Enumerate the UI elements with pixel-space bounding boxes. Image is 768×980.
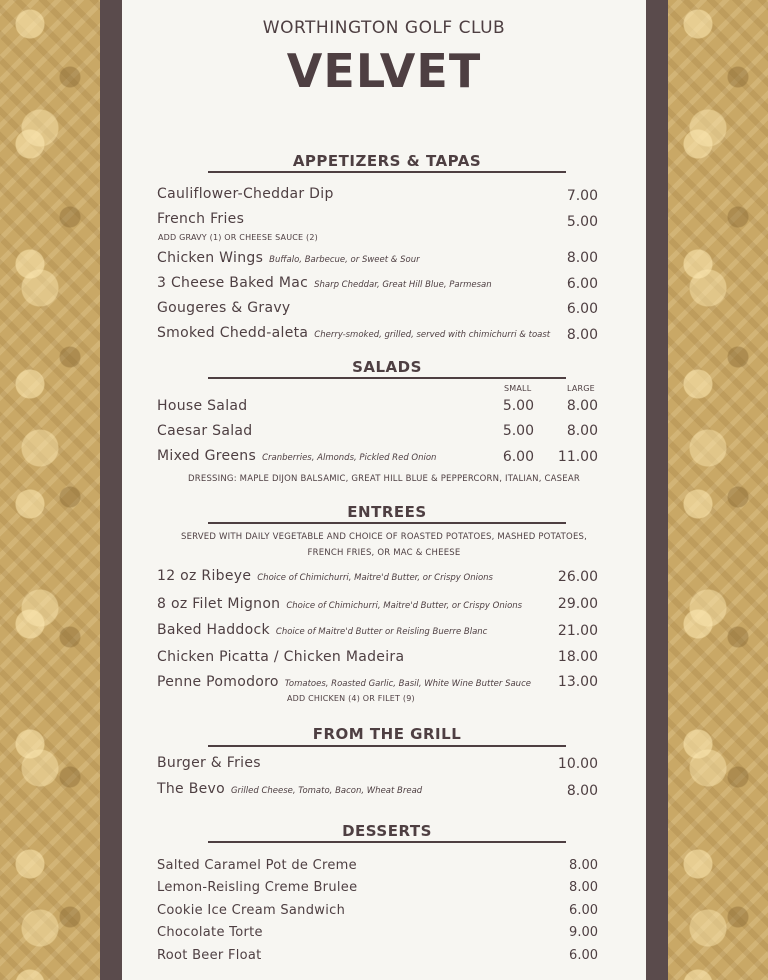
section-title-desserts: DESSERTS [342, 822, 432, 840]
section-title-grill: FROM THE GRILL [312, 725, 462, 743]
item-price: 8.00 [566, 783, 598, 799]
menu-item [157, 448, 436, 464]
item-name: The Bevo [157, 781, 225, 797]
entree-note-line2: FRENCH FRIES, OR MAC & CHEESE [307, 548, 461, 558]
item-price: 13.00 [557, 674, 598, 690]
item-name: 8 oz Filet Mignon [157, 596, 281, 612]
menu-item [157, 568, 493, 584]
item-name: House Salad [157, 398, 248, 414]
item-name: Chicken Picatta / Chicken Madeira [157, 649, 405, 665]
item-note: ADD GRAVY (1) OR CHEESE SAUCE (2) [158, 233, 318, 242]
menu-item [157, 398, 247, 414]
section-rule [208, 841, 566, 843]
item-name: Penne Pomodoro [157, 674, 279, 690]
dessert-price: 6.00 [569, 948, 598, 963]
menu-item [157, 781, 422, 797]
item-price: 8.00 [566, 250, 598, 266]
item-name: Gougeres & Gravy [157, 300, 291, 316]
item-price: 26.00 [557, 569, 598, 585]
item-name: Caesar Salad [157, 423, 253, 439]
club-name: WORTHINGTON GOLF CLUB [262, 18, 506, 38]
item-price-small: 5.00 [502, 423, 534, 439]
item-description: Choice of Maitre'd Butter or Reisling Buerre Blanc [275, 627, 488, 637]
item-description: Choice of Chimichurri, Maitre'd Butter, or Crispy Onions [286, 601, 523, 611]
menu-item [157, 300, 291, 316]
menu-item [157, 186, 334, 202]
item-name: Burger & Fries [157, 755, 261, 771]
item-price-large: 8.00 [566, 398, 598, 414]
dressing-note: DRESSING: MAPLE DIJON BALSAMIC, GREAT HILL BLUE & PEPPERCORN, ITALIAN, CASEAR [188, 474, 580, 484]
dessert-price: 8.00 [569, 858, 598, 873]
ornament-left [0, 0, 100, 980]
menu-item [157, 755, 261, 771]
ornament-right [668, 0, 768, 980]
item-price-large: 8.00 [566, 423, 598, 439]
section-rule [208, 745, 566, 747]
border-band-left [100, 0, 122, 980]
dessert-item: Lemon-Reisling Creme Brulee [157, 880, 358, 895]
item-name: French Fries [157, 211, 245, 227]
menu-item [157, 674, 531, 690]
border-band-right [646, 0, 668, 980]
menu-item [157, 423, 252, 439]
item-price: 18.00 [557, 649, 598, 665]
item-description: Sharp Cheddar, Great Hill Blue, Parmesan [314, 280, 492, 290]
column-header-small: SMALL [504, 384, 532, 393]
item-price: 21.00 [557, 623, 598, 639]
menu-item [157, 622, 487, 638]
section-title-appetizers: APPETIZERS & TAPAS [292, 152, 482, 170]
item-price: 29.00 [557, 596, 598, 612]
dessert-price: 8.00 [569, 880, 598, 895]
section-rule [208, 171, 566, 173]
menu-item [157, 275, 492, 291]
item-name: Smoked Chedd-aleta [157, 325, 309, 341]
menu-item [157, 211, 244, 227]
entree-note-line1: SERVED WITH DAILY VEGETABLE AND CHOICE OF ROASTED POTATOES, MASHED POTATOES, [180, 532, 588, 542]
column-header-large: LARGE [567, 384, 595, 393]
item-price-small: 6.00 [502, 449, 534, 465]
item-note: ADD CHICKEN (4) OR FILET (9) [287, 694, 415, 703]
dessert-item: Salted Caramel Pot de Creme [157, 858, 357, 873]
menu-item [157, 596, 522, 612]
item-name: Mixed Greens [157, 448, 257, 464]
menu-item [157, 250, 420, 266]
item-price: 7.00 [566, 188, 598, 204]
item-description: Tomatoes, Roasted Garlic, Basil, White Wine Butter Sauce [284, 679, 531, 689]
item-price-small: 5.00 [502, 398, 534, 414]
menu-item [157, 325, 550, 341]
item-description: Cranberries, Almonds, Pickled Red Onion [262, 453, 437, 463]
dessert-item: Root Beer Float [157, 948, 262, 963]
item-name: Baked Haddock [157, 622, 270, 638]
section-title-entrees: ENTREES [347, 503, 427, 521]
dessert-item: Chocolate Torte [157, 925, 263, 940]
item-name: Chicken Wings [157, 250, 264, 266]
menu-item [157, 649, 404, 665]
item-description: Buffalo, Barbecue, or Sweet & Sour [269, 255, 420, 265]
section-title-salads: SALADS [352, 358, 422, 376]
item-price: 10.00 [557, 756, 598, 772]
dessert-price: 9.00 [569, 925, 598, 940]
item-price: 6.00 [566, 276, 598, 292]
item-price: 6.00 [566, 301, 598, 317]
item-description: Choice of Chimichurri, Maitre'd Butter, or Crispy Onions [257, 573, 493, 583]
section-rule [208, 522, 566, 524]
restaurant-name: VELVET [286, 44, 482, 98]
item-name: 12 oz Ribeye [157, 568, 252, 584]
item-price-large: 11.00 [557, 449, 598, 465]
dessert-price: 6.00 [569, 903, 598, 918]
section-rule [208, 377, 566, 379]
item-name: Cauliflower-Cheddar Dip [157, 186, 334, 202]
item-description: Grilled Cheese, Tomato, Bacon, Wheat Bread [230, 786, 423, 796]
item-price: 5.00 [566, 214, 598, 230]
item-price: 8.00 [566, 327, 598, 343]
dessert-item: Cookie Ice Cream Sandwich [157, 903, 346, 918]
item-name: 3 Cheese Baked Mac [157, 275, 309, 291]
item-description: Cherry-smoked, grilled, served with chimichurri & toast [314, 330, 551, 340]
